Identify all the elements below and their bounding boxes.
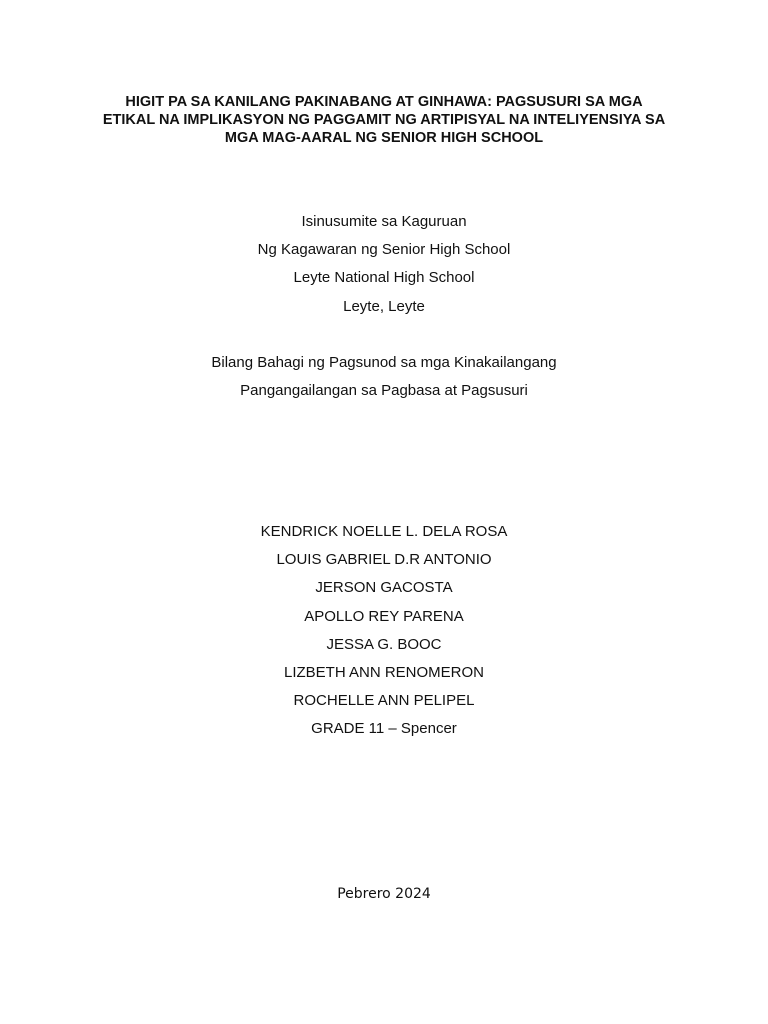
department-line: Ng Kagawaran ng Senior High School <box>257 241 511 259</box>
document-title <box>80 93 688 147</box>
submission-date: Pebrero 2024 <box>337 886 431 902</box>
submission-line: Isinusumite sa Kaguruan <box>301 213 467 230</box>
author-name: ROCHELLE ANN PELIPEL <box>293 692 475 710</box>
title-line: ETIKAL NA IMPLIKASYON NG PAGGAMIT NG ARTIPISYAL NA INTELIYENSIYA SA <box>102 112 666 128</box>
author-name: JERSON GACOSTA <box>315 579 453 597</box>
author-name: JESSA G. BOOC <box>326 635 442 653</box>
purpose-line: Bilang Bahagi ng Pagsunod sa mga Kinakailangang <box>211 354 557 371</box>
submission-block <box>0 208 768 321</box>
title-line: HIGIT PA SA KANILANG PAKINABANG AT GINHAWA: PAGSUSURI SA MGA <box>125 94 643 110</box>
author-name: KENDRICK NOELLE L. DELA ROSA <box>260 523 508 540</box>
title-line: MGA MAG-AARAL NG SENIOR HIGH SCHOOL <box>224 130 544 146</box>
authors-block <box>0 518 768 744</box>
school-name: Leyte National High School <box>293 269 475 287</box>
author-name: LOUIS GABRIEL D.R ANTONIO <box>276 551 492 569</box>
author-name: LIZBETH ANN RENOMERON <box>283 663 485 681</box>
purpose-line: Pangangailangan sa Pagbasa at Pagsusuri <box>240 382 528 400</box>
school-location: Leyte, Leyte <box>343 297 425 315</box>
grade-section: GRADE 11 – Spencer <box>311 720 457 738</box>
author-name: APOLLO REY PARENA <box>304 607 464 625</box>
purpose-block <box>0 349 768 405</box>
